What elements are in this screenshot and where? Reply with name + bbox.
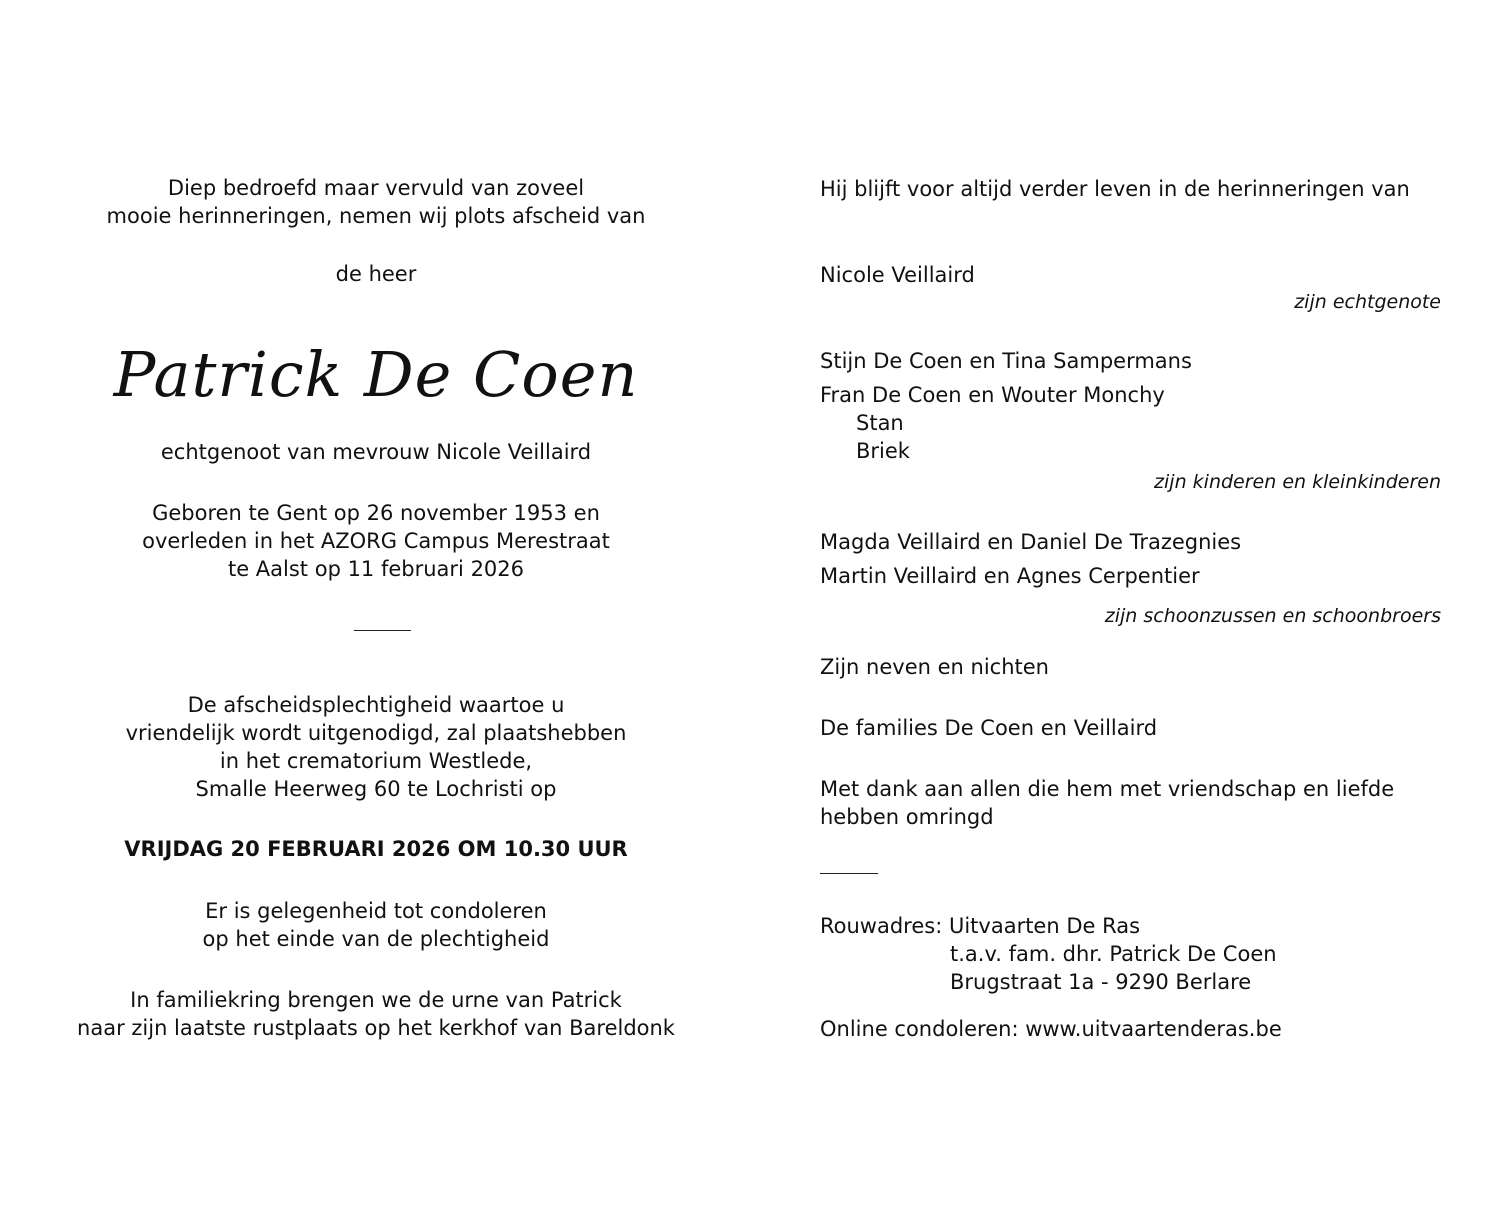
- address-line-3: Brugstraat 1a - 9290 Berlare: [950, 970, 1252, 994]
- thanks-line-2: hebben omringd: [820, 805, 994, 829]
- divider-right: [820, 873, 878, 874]
- ceremony-line-4: Smalle Heerweg 60 te Lochristi op: [195, 777, 557, 801]
- remembered-intro: Hij blijft voor altijd verder leven in de herinneringen van: [820, 177, 1410, 201]
- intro-line-1: Diep bedroefd maar vervuld van zoveel: [167, 176, 585, 200]
- born-line-3: te Aalst op 11 februari 2026: [227, 557, 525, 581]
- ceremony-line-2: vriendelijk wordt uitgenodigd, zal plaatshebben: [125, 721, 627, 745]
- child-2: Fran De Coen en Wouter Monchy: [820, 383, 1165, 407]
- intro-line-2: mooie herinneringen, nemen wij plots afscheid van: [106, 204, 646, 228]
- spouse-role: zijn echtgenote: [1294, 291, 1441, 313]
- ceremony-line-3: in het crematorium Westlede,: [219, 749, 533, 773]
- inlaw-1: Magda Veillaird en Daniel De Trazegnies: [820, 530, 1242, 554]
- divider-left: [354, 630, 411, 631]
- grandchild-2: Briek: [856, 439, 910, 463]
- thanks-line-1: Met dank aan allen die hem met vriendschap en liefde: [820, 777, 1395, 801]
- urn-line-2: naar zijn laatste rustplaats op het kerkhof van Bareldonk: [77, 1016, 675, 1040]
- cousins-line: Zijn neven en nichten: [820, 655, 1049, 679]
- born-line-2: overleden in het AZORG Campus Merestraat: [142, 529, 610, 553]
- address-line-2: t.a.v. fam. dhr. Patrick De Coen: [950, 942, 1277, 966]
- spouse-name: Nicole Veillaird: [820, 263, 975, 287]
- inlaws-role: zijn schoonzussen en schoonbroers: [1104, 605, 1441, 627]
- grandchild-1: Stan: [856, 411, 904, 435]
- condole-line-2: op het einde van de plechtigheid: [202, 927, 550, 951]
- condole-line-1: Er is gelegenheid tot condoleren: [205, 899, 547, 923]
- address-line-1: Rouwadres: Uitvaarten De Ras: [820, 914, 1141, 938]
- online-condolences: Online condoleren: www.uitvaartenderas.be: [820, 1017, 1282, 1041]
- families-line: De families De Coen en Veillaird: [820, 716, 1158, 740]
- deceased-name: Patrick De Coen: [113, 338, 639, 411]
- children-role: zijn kinderen en kleinkinderen: [1154, 471, 1441, 493]
- born-line-1: Geboren te Gent op 26 november 1953 en: [152, 501, 600, 525]
- inlaw-2: Martin Veillaird en Agnes Cerpentier: [820, 564, 1200, 588]
- title-line: de heer: [335, 262, 417, 286]
- ceremony-line-1: De afscheidsplechtigheid waartoe u: [187, 693, 565, 717]
- child-1: Stijn De Coen en Tina Sampermans: [820, 349, 1192, 373]
- ceremony-date: VRIJDAG 20 FEBRUARI 2026 OM 10.30 UUR: [124, 837, 628, 861]
- spouse-line: echtgenoot van mevrouw Nicole Veillaird: [160, 440, 592, 464]
- urn-line-1: In familiekring brengen we de urne van Patrick: [130, 988, 622, 1012]
